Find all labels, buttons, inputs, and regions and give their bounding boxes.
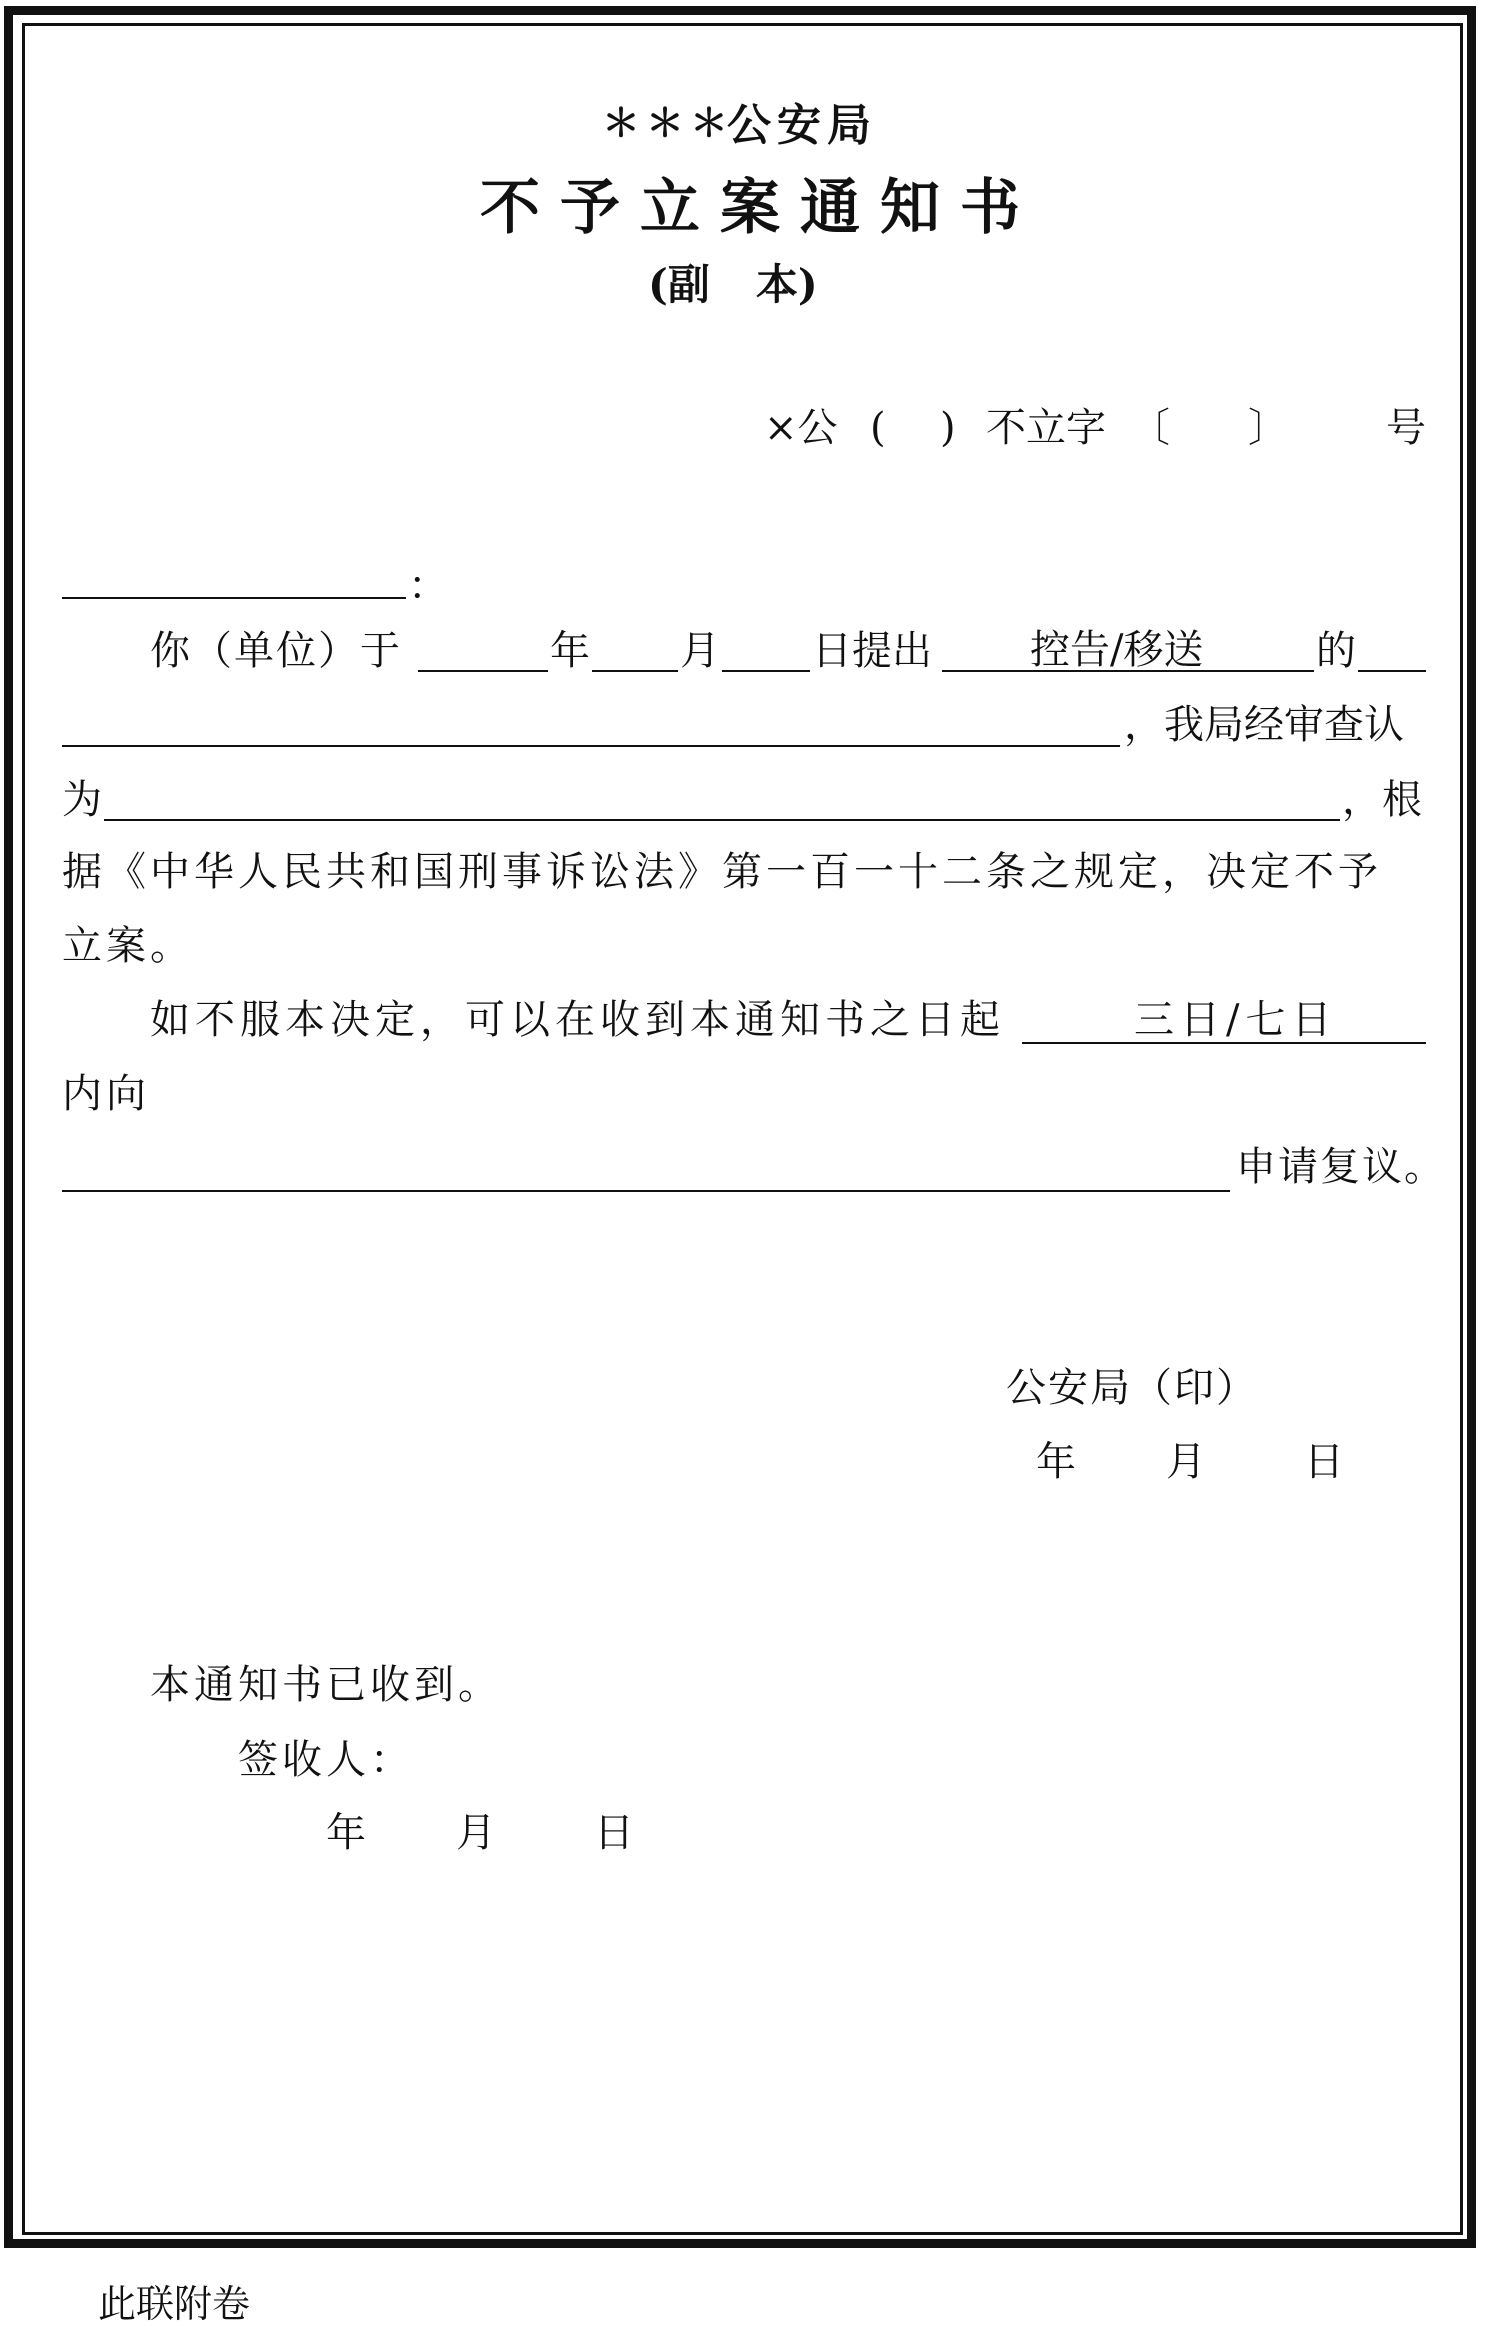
recipient-blank-line [62,597,406,599]
legal-basis: 据《中华人民共和国刑事诉讼法》第一百一十二条之规定，决定不予 [62,849,1382,895]
para1-year: 年 [550,628,590,674]
inner-border [22,23,1463,2235]
sign-year: 年 [1036,1439,1076,1485]
decision-end: 立案。 [62,923,194,969]
footer-note: 此联附卷 [98,2282,251,2326]
year-blank-line [418,670,548,672]
copy-label [648,252,818,312]
redacted-bureau-name: ＊＊＊ [602,100,735,145]
line2-end: ，我局经审查认 [1124,702,1404,748]
para1-start: 你（单位）于 [150,628,402,674]
receipt-signer: 签收人： [238,1737,414,1783]
doc-number-paren-open: ( [870,405,886,451]
bureau-seal: 公安局（印） [1006,1365,1258,1411]
recipient-colon: ： [408,563,448,609]
doc-number-suffix: 号 [1386,405,1426,451]
review-authority-line [62,1190,1230,1192]
para2-line2: 内向 [62,1071,150,1117]
receipt-acknowledged: 本通知书已收到。 [150,1662,502,1708]
apply-review: 申请复议。 [1236,1144,1446,1190]
document-title: 不予立案通知书 [480,173,1040,243]
doc-number-bracket-open: 〔 [1130,405,1170,451]
doc-number-prefix: ×公 [764,405,838,451]
receipt-month: 月 [456,1810,496,1856]
days-option: 三日/七日 [1134,997,1338,1043]
para1-of: 的 [1316,628,1356,674]
para2-start: 如不服本决定，可以在收到本通知书之日起 [150,997,1005,1043]
sign-month: 月 [1166,1439,1206,1485]
copy-label-open: (副 [648,260,710,309]
case-name-line-2 [62,745,1120,747]
copy-label-close: 本) [755,260,818,309]
reason-line [104,819,1340,821]
line3-end: ，根 [1342,777,1422,823]
receipt-day: 日 [594,1810,634,1856]
case-name-line-1 [1358,670,1426,672]
submit-type: 控告/移送 [1030,627,1204,673]
doc-number-paren-close: ) [940,405,956,451]
para1-day-submitted: 日提出 [812,628,932,674]
day-blank-line [722,670,810,672]
bureau-header: 公安局 [727,100,877,151]
doc-number-label: 不立字 [986,405,1106,451]
sign-day: 日 [1304,1439,1344,1485]
receipt-year: 年 [326,1810,366,1856]
line3-start: 为 [62,777,102,823]
month-blank-line [592,670,678,672]
para1-month: 月 [680,628,720,674]
doc-number-bracket-close: 〕 [1248,405,1288,451]
